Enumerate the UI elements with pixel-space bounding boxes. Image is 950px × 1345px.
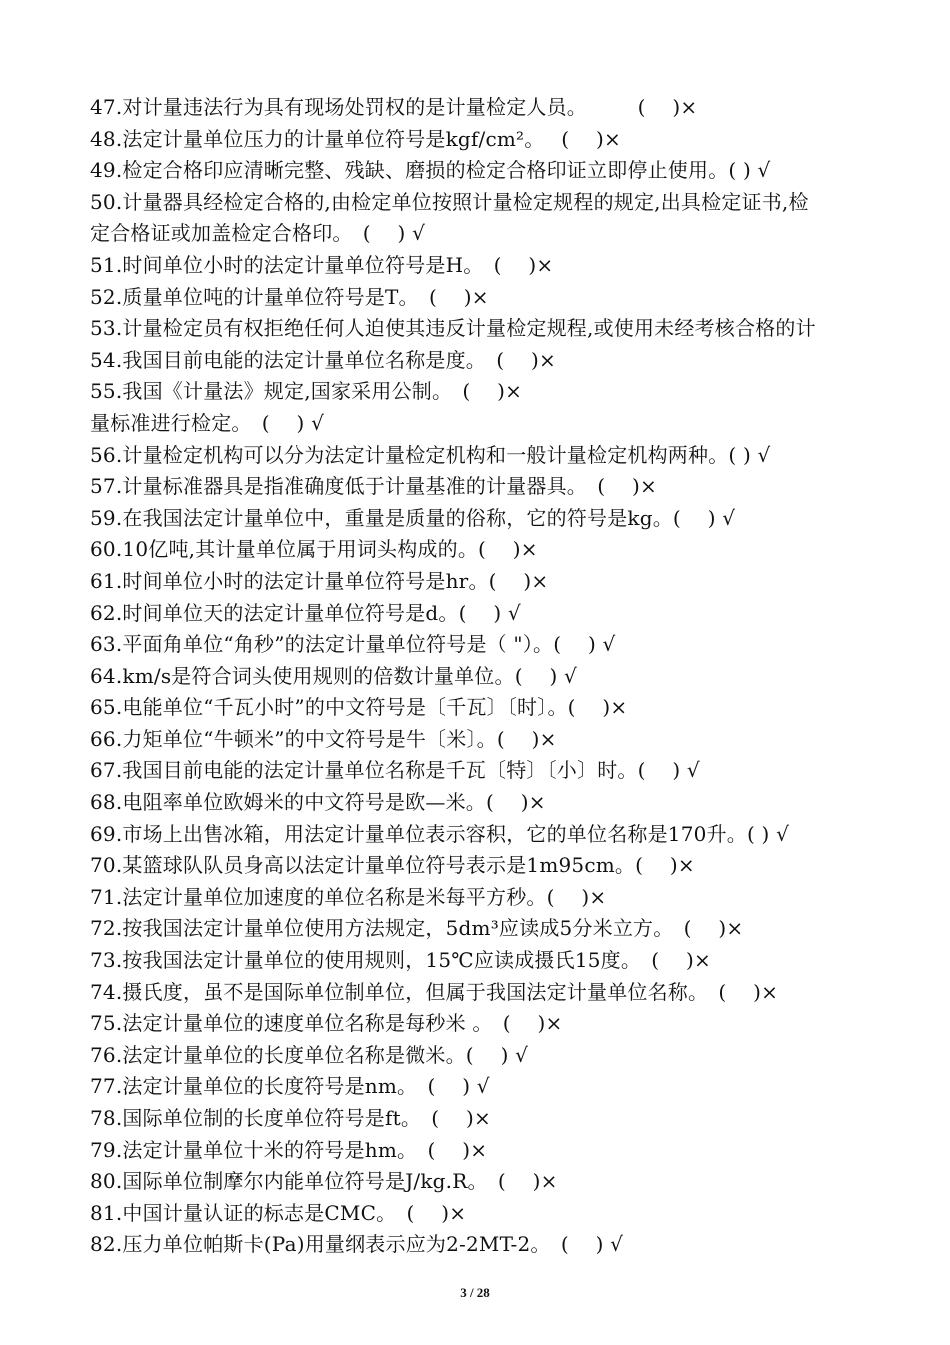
question-line: 54.我国目前电能的法定计量单位名称是度。 ( )× [90,347,556,372]
question-line: 73.按我国法定计量单位的使用规则，15℃应读成摄氏15度。 ( )× [90,948,711,973]
question-line: 69.市场上出售冰箱，用法定计量单位表示容积，它的单位名称是170升。( ) √ [90,821,790,846]
question-line: 64.km/s是符合词头使用规则的倍数计量单位。( ) √ [90,663,577,688]
question-line: 53.计量检定员有权拒绝任何人迫使其违反计量检定规程,或使用未经考核合格的计 [90,316,816,341]
question-line: 51.时间单位小时的法定计量单位符号是H。 ( )× [90,252,554,277]
question-line: 56.计量检定机构可以分为法定计量检定机构和一般计量检定机构两种。( ) √ [90,442,771,467]
question-list [90,92,910,1261]
page-number: 3 / 28 [460,1285,490,1300]
question-line: 71.法定计量单位加速度的单位名称是米每平方秒。( )× [90,884,607,909]
question-line: 81.中国计量认证的标志是CMC。 ( )× [90,1200,467,1225]
question-line: 77.法定计量单位的长度符号是nm。 ( ) √ [90,1074,490,1099]
question-line: 80.国际单位制摩尔内能单位符号是J/kg.R。 ( )× [90,1169,558,1194]
question-line: 52.质量单位吨的计量单位符号是T。 ( )× [90,284,489,309]
question-line: 65.电能单位“千瓦小时”的中文符号是〔千瓦〕〔时〕。( )× [90,695,628,720]
question-line: 78.国际单位制的长度单位符号是ft。 ( )× [90,1106,491,1130]
question-line: 48.法定计量单位压力的计量单位符号是kgf/cm²。 ( )× [90,126,621,151]
question-line: 57.计量标准器具是指准确度低于计量基准的计量器具。 ( )× [90,474,657,499]
question-line: 50.计量器具经检定合格的,由检定单位按照计量检定规程的规定,出具检定证书,检 [90,189,809,214]
question-line: 72.按我国法定计量单位使用方法规定，5dm³应读成5分米立方。 ( )× [90,916,744,941]
question-line: 60.10亿吨,其计量单位属于用词头构成的。( )× [90,537,538,562]
question-line: 67.我国目前电能的法定计量单位名称是千瓦〔特〕〔小〕时。( ) √ [90,758,700,783]
question-line: 82.压力单位帕斯卡(Pa)用量纲表示应为2-2MT-2。 ( ) √ [90,1232,624,1257]
question-line: 量标准进行检定。 ( ) √ [90,410,325,435]
question-line: 55.我国《计量法》规定,国家采用公制。 ( )× [90,379,523,404]
question-line: 74.摄氏度，虽不是国际单位制单位，但属于我国法定计量单位名称。 ( )× [90,979,779,1004]
question-line: 70.某篮球队队员身高以法定计量单位符号表示是1m95cm。( )× [90,853,695,878]
question-line: 62.时间单位天的法定计量单位符号是d。( ) √ [90,600,521,625]
question-line: 63.平面角单位“角秒”的法定计量单位符号是（ "）。( ) √ [90,632,616,657]
question-line: 68.电阻率单位欧姆米的中文符号是欧—米。( )× [90,790,546,815]
question-line: 59.在我国法定计量单位中，重量是质量的俗称，它的符号是kg。( ) √ [90,505,736,530]
question-line: 75.法定计量单位的速度单位名称是每秒米 。 ( )× [90,1011,563,1036]
question-line: 定合格证或加盖检定合格印。 ( ) √ [90,221,426,246]
question-line: 79.法定计量单位十米的符号是hm。 ( )× [90,1137,488,1162]
question-line: 76.法定计量单位的长度单位名称是微米。( ) √ [90,1042,529,1067]
question-line: 61.时间单位小时的法定计量单位符号是hr。( )× [90,568,549,593]
question-line: 66.力矩单位“牛顿米”的中文符号是牛〔米〕。( )× [90,726,557,751]
question-line: 47.对计量违法行为具有现场处罚权的是计量检定人员。 ( )× [90,95,698,119]
question-line: 49.检定合格印应清晰完整、残缺、磨损的检定合格印证立即停止使用。( ) √ [90,158,771,183]
